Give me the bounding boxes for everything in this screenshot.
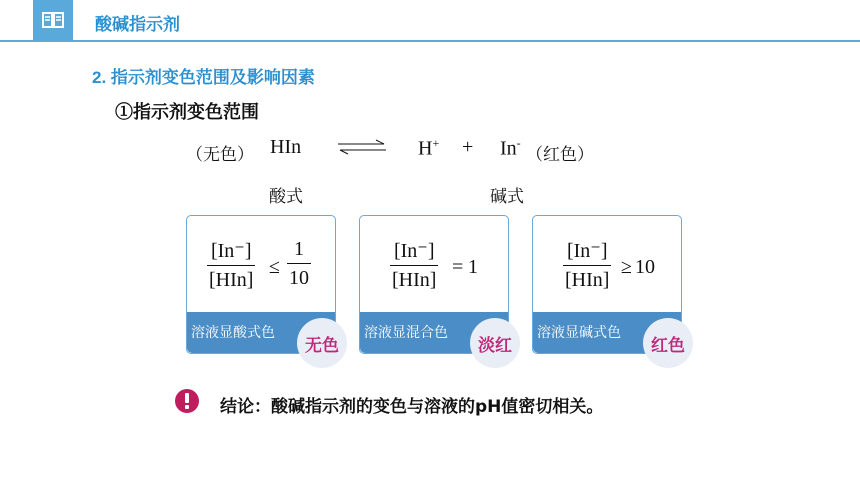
fraction-bar [287, 263, 311, 264]
in-charge: - [516, 136, 521, 150]
color-badge: 淡红 [470, 318, 520, 368]
ratio-formula [533, 230, 681, 310]
equilibrium-arrow [336, 138, 388, 161]
h-symbol: H [418, 137, 433, 160]
relation-sign: = [452, 256, 464, 278]
equation-left-color: （无色） [186, 145, 254, 165]
fraction-bar [390, 265, 438, 266]
in-symbol: In [500, 137, 517, 160]
equation-h [418, 136, 439, 161]
h-charge: + [432, 136, 440, 150]
book-icon [33, 0, 73, 40]
ratio-card-base [532, 215, 685, 356]
ratio-fraction [563, 238, 611, 292]
section-title: 2. 指示剂变色范围及影响因素 [92, 68, 315, 87]
equation-right-color: （红色） [526, 145, 594, 165]
fraction-numerator: [In⁻] [393, 240, 435, 262]
relation-sign: ≥ [621, 256, 632, 278]
equation-hin: HIn [270, 136, 302, 158]
fraction-bar [563, 265, 611, 266]
subsection-title: ①指示剂变色范围 [115, 102, 259, 122]
equation-plus: + [462, 136, 474, 158]
ratio-fraction [390, 238, 438, 292]
ratio-fraction [207, 238, 255, 292]
acid-form-label: 酸式 [269, 187, 303, 207]
rhs-numerator: 1 [294, 238, 304, 260]
rhs-denominator: 10 [289, 267, 309, 289]
footer-label: 溶液显酸式色 [191, 325, 275, 341]
exclamation-icon [175, 389, 199, 413]
ratio-card-acid [186, 215, 339, 356]
conclusion-text: 结论：酸碱指示剂的变色与溶液的pH值密切相关。 [220, 397, 604, 417]
footer-label: 溶液显碱式色 [537, 325, 621, 341]
fraction-denominator: [HIn] [565, 269, 610, 291]
relation-sign: ≤ [269, 256, 280, 278]
rhs-value: 1 [468, 256, 478, 278]
color-badge: 红色 [643, 318, 693, 368]
color-badge: 无色 [297, 318, 347, 368]
fraction-numerator: [In⁻] [566, 240, 608, 262]
rhs-fraction [287, 238, 311, 290]
page-title: 酸碱指示剂 [95, 15, 180, 34]
equation-in [500, 136, 521, 161]
footer-label: 溶液显混合色 [364, 325, 448, 341]
ratio-formula [360, 230, 508, 310]
header-bar [0, 0, 860, 42]
ratio-card-mixed [359, 215, 512, 356]
base-form-label: 碱式 [490, 187, 524, 207]
header-divider [0, 40, 860, 42]
fraction-bar [207, 265, 255, 266]
fraction-numerator: [In⁻] [210, 240, 252, 262]
fraction-denominator: [HIn] [209, 269, 254, 291]
ratio-formula [187, 230, 335, 310]
fraction-denominator: [HIn] [392, 269, 437, 291]
rhs-value: 10 [635, 256, 655, 278]
